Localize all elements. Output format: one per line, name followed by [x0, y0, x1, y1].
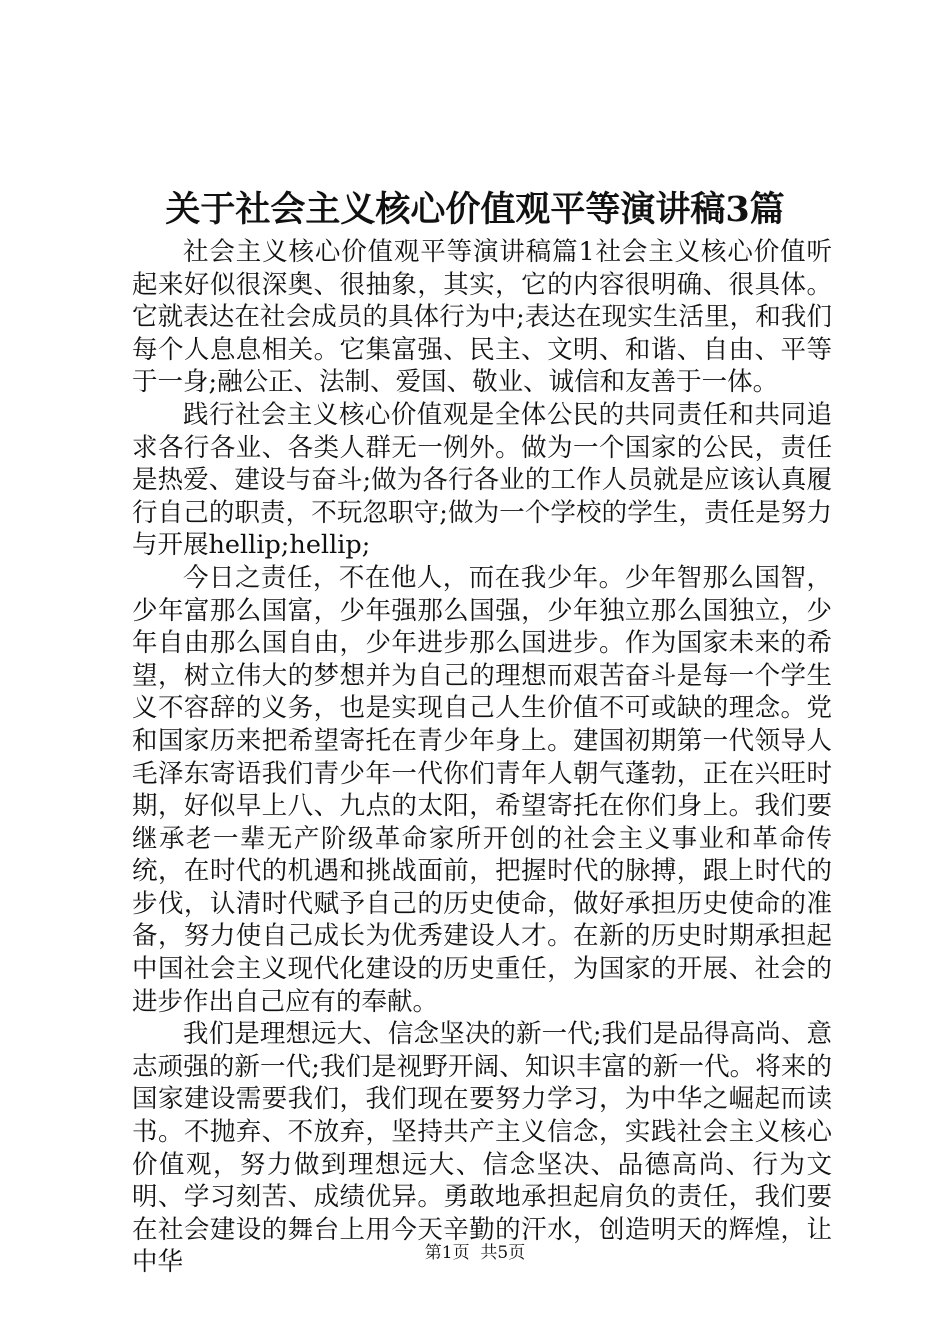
document-body	[132, 236, 832, 1279]
paragraph-4: 我们是理想远大、信念坚决的新一代;我们是品得高尚、意志顽强的新一代;我们是视野开阔、知识丰富的新一代。将来的国家建设需要我们，我们现在要努力学习，为中华之崛起而读书。不抛弃、不放弃，坚持共产主义信念，实践社会主义核心价值观，努力做到理想远大、信念坚决、品德高尚、行为文明、学习刻苦、成绩优异。勇敢地承担起肩负的责任，我们要在社会建设的舞台上用今天辛勤的汗水，创造明天的辉煌，让中华	[132, 1019, 832, 1278]
paragraph-2: 践行社会主义核心价值观是全体公民的共同责任和共同追求各行各业、各类人群无一例外。做为一个国家的公民，责任是热爱、建设与奋斗;做为各行各业的工作人员就是应该认真履行自己的职责，不玩忽职守;做为一个学校的学生，责任是努力与开展hellip;hellip;	[132, 399, 832, 561]
document-title: 关于社会主义核心价值观平等演讲稿3篇	[165, 189, 785, 230]
paragraph-1: 社会主义核心价值观平等演讲稿篇1社会主义核心价值听起来好似很深奥、很抽象，其实，它的内容很明确、很具体。它就表达在社会成员的具体行为中;表达在现实生活里，和我们每个人息息相关。它集富强、民主、文明、和谐、自由、平等于一身;融公正、法制、爱国、敬业、诚信和友善于一体。	[132, 237, 832, 398]
page-number-footer: 第1页 共5页	[424, 1243, 526, 1263]
paragraph-3: 今日之责任，不在他人，而在我少年。少年智那么国智，少年富那么国富，少年强那么国强，少年独立那么国独立，少年自由那么国自由，少年进步那么国进步。作为国家未来的希望，树立伟大的梦想并为自己的理想而艰苦奋斗是每一个学生义不容辞的义务，也是实现自己人生价值不可或缺的理念。党和国家历来把希望寄托在青少年身上。建国初期第一代领导人毛泽东寄语我们青少年一代你们青年人朝气蓬勃，正在兴旺时期，好似早上八、九点的太阳，希望寄托在你们身上。我们要继承老一辈无产阶级革命家所开创的社会主义事业和革命传统，在时代的机遇和挑战面前，把握时代的脉搏，跟上时代的步伐，认清时代赋予自己的历史使命，做好承担历史使命的准备，努力使自己成长为优秀建设人才。在新的历史时期承担起中国社会主义现代化建设的历史重任，为国家的开展、社会的进步作出自己应有的奉献。	[132, 562, 832, 1017]
